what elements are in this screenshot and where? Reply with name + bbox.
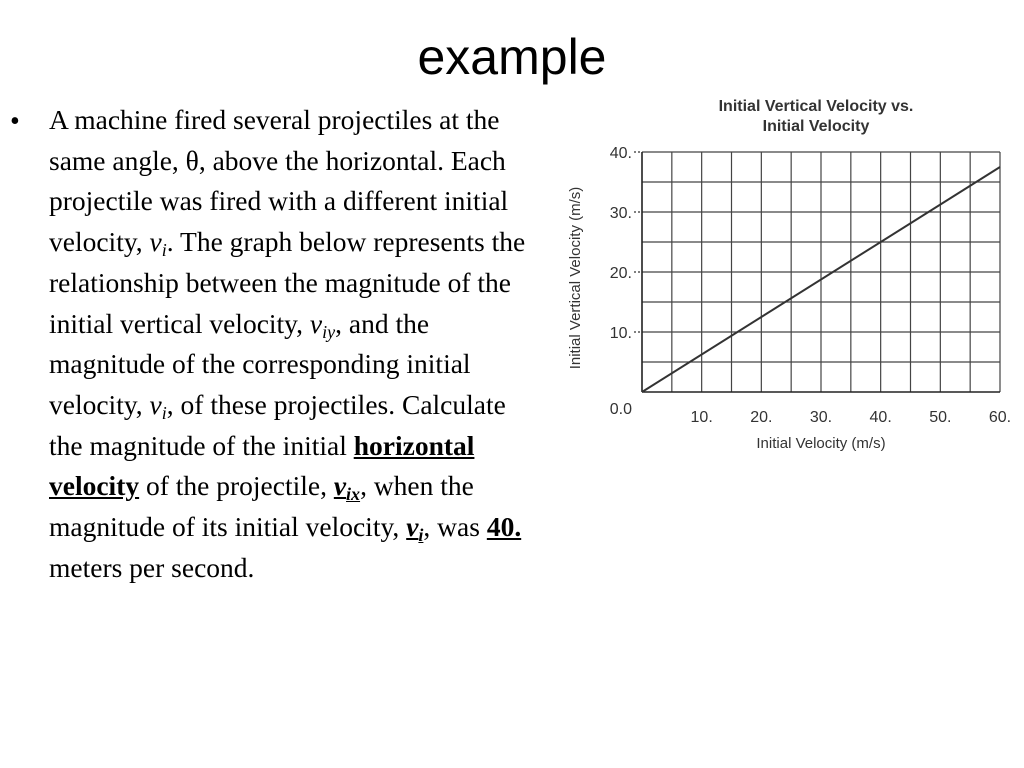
vi-symbol-2: v [149, 388, 162, 420]
viy-subscript: iy [322, 321, 336, 342]
y-axis-label: Initial Vertical Velocity (m/s) [567, 186, 584, 370]
slide-title: example [417, 29, 607, 85]
y-tick-label: 30. [609, 205, 632, 222]
emphasis-horizontal: horizontal [353, 429, 475, 461]
vi-subscript-3: i [418, 525, 424, 546]
chart-title: Initial Vertical Velocity vs. [718, 98, 914, 115]
y-tick-label: 40. [609, 145, 632, 162]
y-tick-label: 10. [609, 325, 632, 342]
bullet-item [10, 100, 535, 588]
vi-symbol-3: v [406, 511, 419, 543]
text-part-3: , and the magnitude of the corresponding initial velocity, [49, 307, 471, 420]
x-tick-label: 60. [988, 409, 1012, 426]
velocity-chart [560, 90, 1024, 470]
emphasis-velocity: velocity [49, 470, 140, 502]
text-part-6: of the projectile, [139, 470, 334, 502]
problem-text [49, 100, 535, 588]
bullet-dot: • [10, 106, 20, 137]
chart-title: Initial Velocity [762, 118, 870, 135]
x-axis-label: Initial Velocity (m/s) [756, 435, 886, 452]
x-tick-label: 20. [750, 409, 773, 426]
vi-subscript: i [161, 240, 167, 261]
vi-subscript-2: i [161, 402, 167, 423]
vi-symbol: v [149, 226, 162, 258]
text-part-1: A machine fired several projectiles at the same angle, θ, above the horizontal. Each projectile was fired with a different initial velocity, [49, 104, 509, 258]
text-part-9: meters per second. [49, 551, 255, 583]
text-part-8: , was [423, 511, 487, 543]
y-tick-label: 20. [609, 265, 632, 282]
emphasis-value: 40. [486, 511, 522, 543]
x-tick-label: 30. [809, 409, 833, 426]
vix-symbol: v [333, 470, 347, 502]
x-tick-label: 40. [869, 409, 892, 426]
x-tick-label: 50. [929, 409, 952, 426]
x-tick-label: 0.0 [609, 401, 632, 418]
text-part-2: . The graph below represents the relationship between the magnitude of the initial vertical velocity, [49, 226, 526, 339]
viy-symbol: v [309, 307, 323, 339]
vix-subscript: ix [346, 484, 361, 505]
x-tick-label: 10. [690, 409, 713, 426]
text-part-4: , of these projectiles. Calculate the magnitude of the initial [49, 388, 506, 461]
text-part-7: , when the magnitude of its initial velocity, [49, 470, 474, 543]
